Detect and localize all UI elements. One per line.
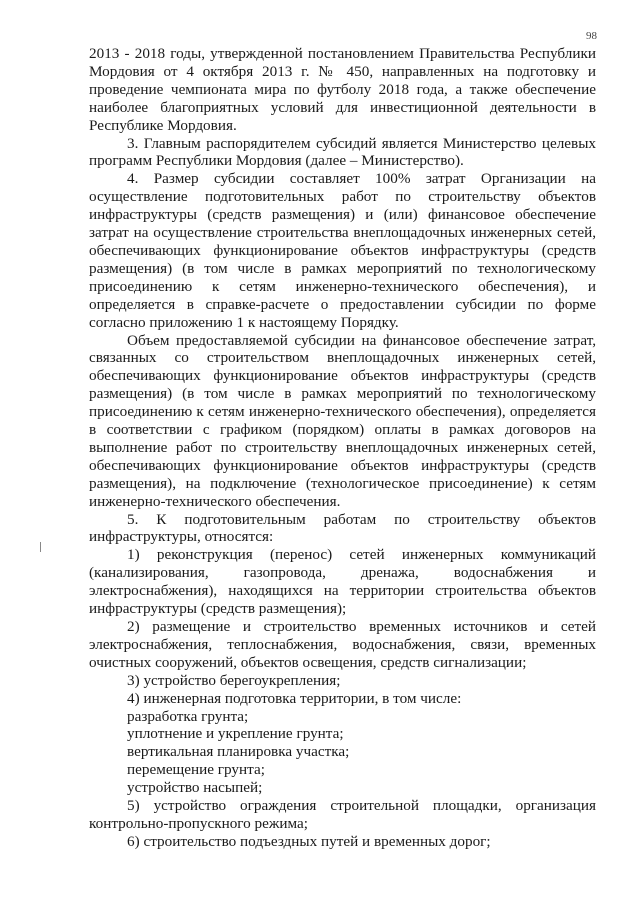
page-number: 98 <box>586 30 597 42</box>
paragraph-item-4: 4. Размер субсидии составляет 100% затрат Организации на осуществление подготовительных работ по строительству объектов инфраструктуры (средств размещения) и (или) финансовое обеспечение затрат на осуществление строительства внеплощадочных инженерных сетей, обеспечивающих функционирование объектов инфраструктуры (средств размещения) (в том числе в рамках мероприятий по технологическому присоединению к сетям инженерно-технического обеспечения), и определяется в справке-расчете о предоставлении субсидии по форме согласно приложению 1 к настоящему Порядку. <box>89 170 596 331</box>
stray-mark <box>40 542 41 552</box>
paragraph-item-3: 3. Главным распорядителем субсидий является Министерство целевых программ Республики Мордовия (далее – Министерство). <box>89 134 596 170</box>
list-subitem-vertical-planning: вертикальная планировка участка; <box>127 743 350 761</box>
paragraph-subsidy-volume: Объем предоставляемой субсидии на финансовое обеспечение затрат, связанных со строительством внеплощадочных инженерных сетей, обеспечивающих функционирование объектов инфраструктуры (средств размещения) (в том числе в рамках мероприятий по технологическому присоединению к сетям инженерно-технического обеспечения), определяется в соответствии с графиком (порядком) оплаты в рамках договоров на выполнение работ по строительству внеплощадочных инженерных сетей, обеспечивающих функционирование объектов инфраструктуры (средств размещения), на подключение (технологическое присоединение) к сетям инженерно-технического обеспечения. <box>89 331 596 510</box>
list-item-1: 1) реконструкция (перенос) сетей инженерных коммуникаций (канализирования, газопровода, дренажа, водоснабжения и электроснабжения), находящихся на территории строительства объектов инфраструктуры (средств размещения); <box>89 546 596 618</box>
paragraph-item-5: 5. К подготовительным работам по строительству объектов инфраструктуры, относятся: <box>89 510 596 546</box>
list-item-3: 3) устройство берегоукрепления; <box>127 671 341 689</box>
list-item-6: 6) строительство подъездных путей и временных дорог; <box>127 832 491 850</box>
list-subitem-soil-moving: перемещение грунта; <box>127 761 265 779</box>
list-item-2: 2) размещение и строительство временных источников и сетей электроснабжения, теплоснабжения, водоснабжения, связи, временных очистных сооружений, объектов освещения, средств сигнализации; <box>89 618 596 671</box>
list-item-4: 4) инженерная подготовка территории, в том числе: <box>127 689 462 707</box>
list-subitem-soil-compaction: уплотнение и укрепление грунта; <box>127 725 344 743</box>
list-item-5: 5) устройство ограждения строительной площадки, организация контрольно-пропускного режима; <box>89 797 596 832</box>
list-subitem-soil-development: разработка грунта; <box>127 707 249 725</box>
document-body <box>89 45 596 851</box>
list-subitem-embankments: устройство насыпей; <box>127 779 263 797</box>
paragraph-continuation: 2013 - 2018 годы, утвержденной постановлением Правительства Республики Мордовия от 4 октября 2013 г. № 450, направленных на подготовку и проведение чемпионата мира по футболу 2018 года, а также обеспечение наиболее благоприятных условий для инвестиционной деятельности в Республике Мордовия. <box>89 45 596 134</box>
